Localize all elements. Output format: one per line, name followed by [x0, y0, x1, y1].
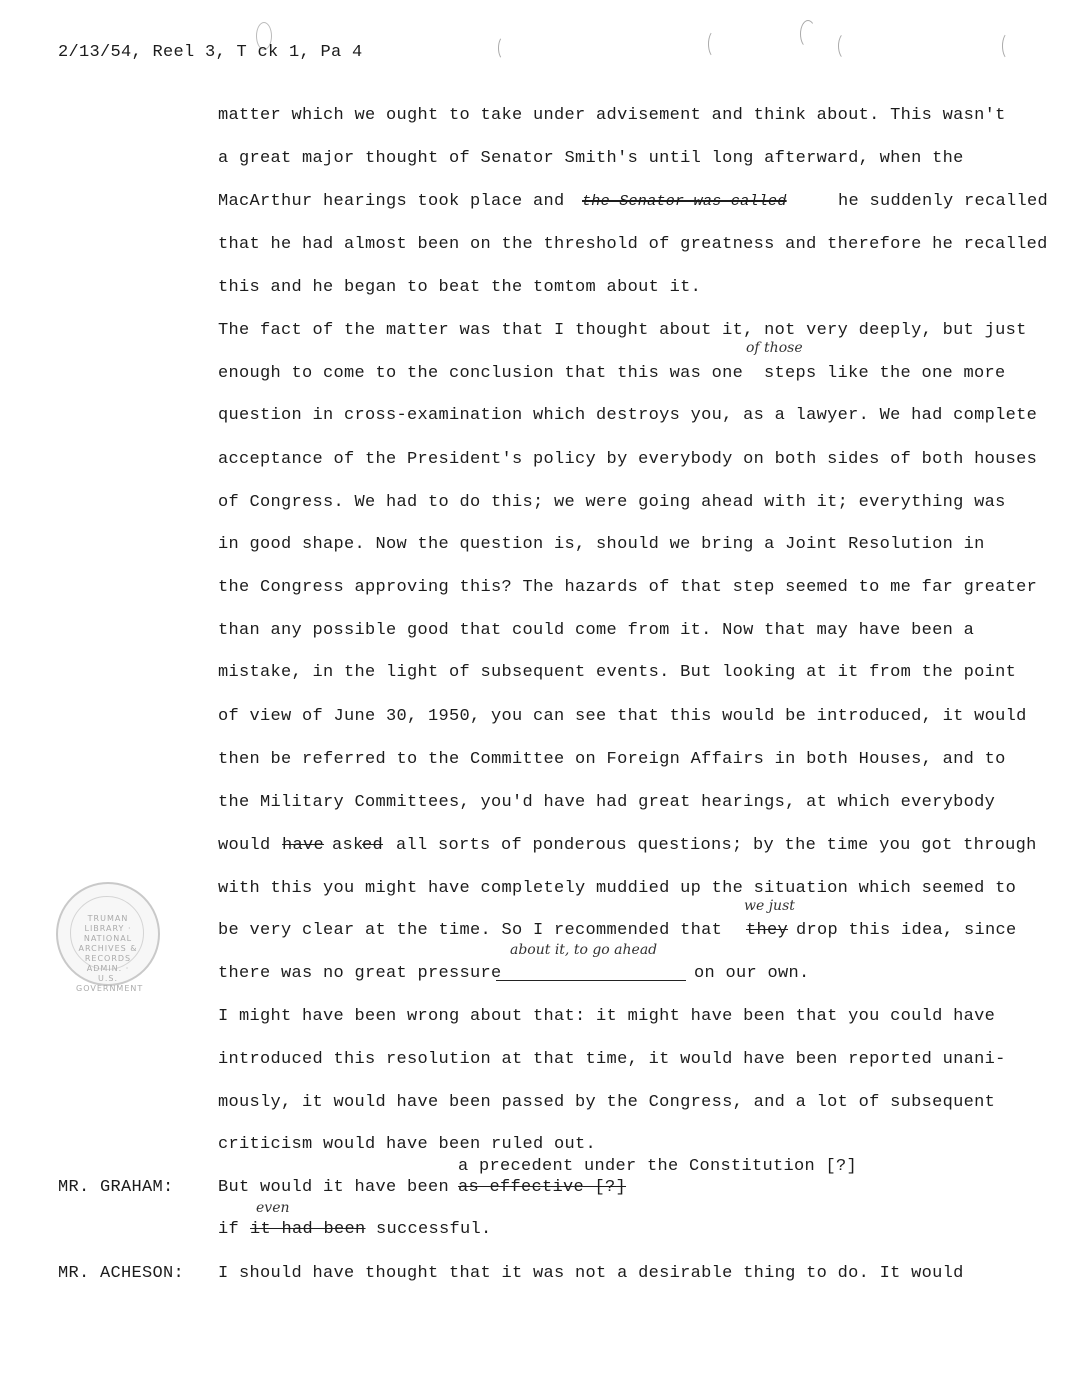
struck-word: ed [362, 836, 384, 855]
body-line: would [218, 836, 271, 855]
speaker-label: MR. GRAHAM: [58, 1178, 174, 1197]
struck-phrase: it had been [250, 1220, 366, 1239]
handwritten-insert: we just [744, 898, 795, 914]
pencil-mark [498, 36, 510, 60]
pencil-mark [708, 30, 722, 58]
archive-stamp [56, 882, 160, 993]
body-line: mistake, in the light of subsequent events. But looking at it from the point [218, 663, 1017, 682]
body-line: The fact of the matter was that I thought about it, not very deeply, but just [218, 321, 1027, 340]
body-line: drop this idea, since [796, 921, 1017, 940]
body-line: the Military Committees, you'd have had great hearings, at which everybody [218, 793, 996, 812]
body-line: mously, it would have been passed by the Congress, and a lot of subsequent [218, 1093, 996, 1112]
dialogue-line: if [218, 1220, 240, 1239]
dialogue-line: successful. [376, 1220, 492, 1239]
body-line: of view of June 30, 1950, you can see that this would be introduced, it would [218, 707, 1027, 726]
body-line: a great major thought of Senator Smith's until long afterward, when the [218, 149, 964, 168]
dialogue-line: But would it have been [218, 1178, 450, 1197]
pencil-mark [1002, 32, 1016, 60]
body-line: of Congress. We had to do this; we were going ahead with it; everything was [218, 493, 1006, 512]
struck-word: have [282, 836, 325, 855]
body-line: he suddenly recalled [838, 192, 1049, 211]
pencil-mark [838, 32, 854, 60]
body-line: acceptance of the President's policy by everybody on both sides of both houses [218, 450, 1038, 469]
body-line: there was no great pressure [218, 964, 502, 983]
body-line: question in cross-examination which destroys you, as a lawyer. We had complete [218, 406, 1038, 425]
pencil-mark [800, 20, 816, 48]
body-line: the Congress approving this? The hazards of that step seemed to me far greater [218, 578, 1038, 597]
blank-line [496, 980, 686, 981]
graham-insert: a precedent under the Constitution [?] [458, 1157, 858, 1176]
body-line: that he had almost been on the threshold of greatness and therefore he recalled [218, 235, 1048, 254]
handwritten-insert: even [256, 1200, 290, 1216]
body-line: on our own. [694, 964, 810, 983]
body-line: enough to come to the conclusion that this was one [218, 364, 744, 383]
body-line: ask [332, 836, 364, 855]
stamp-text: TRUMAN LIBRARY · NATIONAL ARCHIVES & RECORDS ADMIN. · U.S. GOVERNMENT [76, 914, 144, 993]
body-line: be very clear at the time. So I recommended that [218, 921, 723, 940]
body-line: I might have been wrong about that: it might have been that you could have [218, 1007, 996, 1026]
body-line: criticism would have been ruled out. [218, 1135, 597, 1154]
body-line: with this you might have completely muddied up the situation which seemed to [218, 879, 1017, 898]
speaker-label: MR. ACHESON: [58, 1264, 185, 1283]
body-line: MacArthur hearings took place and [218, 192, 565, 211]
body-line: then be referred to the Committee on Foreign Affairs in both Houses, and to [218, 750, 1006, 769]
struck-phrase: as effective [?] [458, 1178, 627, 1197]
body-line: introduced this resolution at that time, it would have been reported unani- [218, 1050, 1006, 1069]
body-line: all sorts of ponderous questions; by the time you got through [396, 836, 1037, 855]
struck-word: they [746, 921, 789, 940]
dialogue-line: I should have thought that it was not a desirable thing to do. It would [218, 1264, 964, 1283]
body-line: in good shape. Now the question is, should we bring a Joint Resolution in [218, 535, 985, 554]
body-line: matter which we ought to take under advisement and think about. This wasn't [218, 106, 1006, 125]
body-line: this and he began to beat the tomtom about it. [218, 278, 702, 297]
handwritten-insert: about it, to go ahead [510, 942, 658, 958]
struck-phrase: the Senator was called [582, 193, 787, 210]
handwritten-insert: of those [746, 340, 803, 356]
body-line: than any possible good that could come from it. Now that may have been a [218, 621, 975, 640]
body-line: steps like the one more [764, 364, 1006, 383]
page-header: 2/13/54, Reel 3, T ck 1, Pa 4 [58, 43, 363, 62]
